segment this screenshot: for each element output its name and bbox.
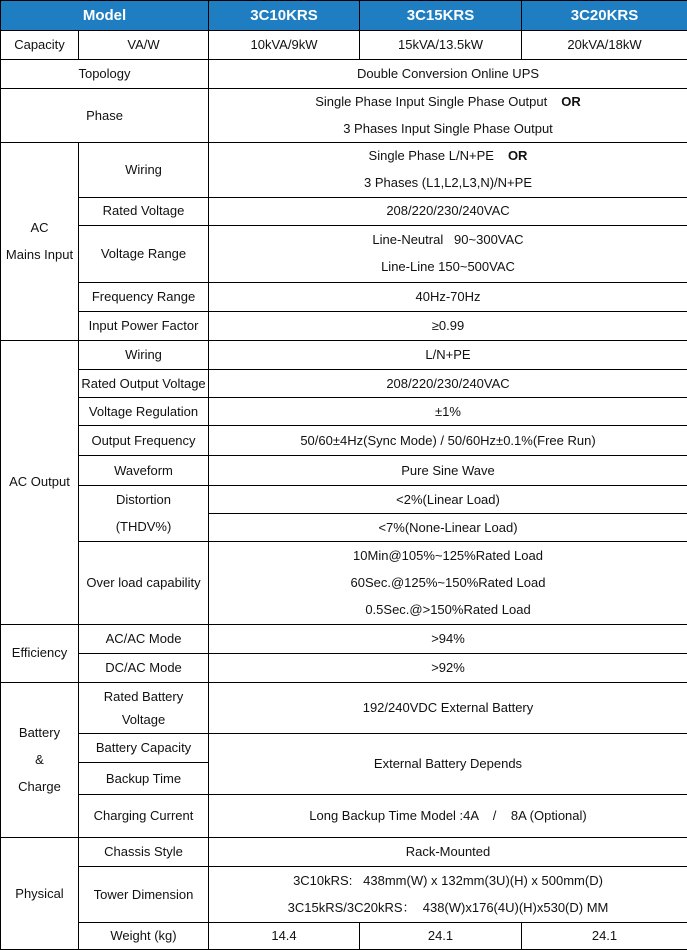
- ac-input-wiring-row: [1, 143, 687, 197]
- capacity-unit: VA/W: [79, 31, 209, 60]
- ac-input-frequency-label: Frequency Range: [79, 282, 209, 311]
- ac-input-voltage-range-label: Voltage Range: [79, 225, 209, 282]
- ac-output-waveform-label: Waveform: [79, 456, 209, 486]
- battery-capacity-backup-value: External Battery Depends: [209, 734, 687, 795]
- battery-rated-label-line2: Voltage: [121, 711, 166, 727]
- ac-output-regulation-row: [1, 398, 687, 426]
- capacity-3c20krs: 20kVA/18kW: [522, 31, 687, 60]
- ac-output-overload-line1: 10Min@105%~125%Rated Load: [353, 547, 543, 563]
- physical-weight-row: [1, 922, 687, 949]
- phase-value: [209, 89, 687, 143]
- model-3c10krs: 3C10KRS: [209, 1, 360, 31]
- ac-input-label-line2: Mains Input: [5, 247, 74, 263]
- battery-label-line2: &: [35, 752, 44, 768]
- ac-output-rated-voltage-label: Rated Output Voltage: [79, 370, 209, 398]
- physical-weight-3c20krs: 24.1: [522, 922, 687, 949]
- ac-output-wiring-row: [1, 340, 687, 369]
- phase-label: Phase: [1, 89, 209, 143]
- efficiency-acac-label: AC/AC Mode: [79, 624, 209, 653]
- ac-output-overload-value: [209, 541, 687, 624]
- physical-chassis-label: Chassis Style: [79, 838, 209, 867]
- physical-weight-label: Weight (kg): [79, 922, 209, 949]
- ac-output-frequency-label: Output Frequency: [79, 426, 209, 456]
- ac-input-rated-voltage-row: [1, 197, 687, 225]
- battery-label-line1: Battery: [18, 725, 61, 741]
- ac-output-distortion-linear: <2%(Linear Load): [209, 486, 687, 514]
- physical-chassis-value: Rack-Mounted: [209, 838, 687, 867]
- physical-weight-3c15krs: 24.1: [360, 922, 522, 949]
- ac-input-wiring-line1: Single Phase L/N+PE: [368, 148, 494, 164]
- ac-input-frequency-value: 40Hz-70Hz: [209, 282, 687, 311]
- topology-label: Topology: [1, 60, 209, 89]
- battery-rated-label: [79, 682, 209, 733]
- battery-charging-label: Charging Current: [79, 795, 209, 838]
- physical-chassis-row: [1, 838, 687, 867]
- battery-category: [1, 682, 79, 837]
- physical-dimension-label: Tower Dimension: [79, 867, 209, 922]
- ac-input-wiring-or: OR: [507, 148, 528, 164]
- efficiency-dcac-value: >92%: [209, 653, 687, 682]
- efficiency-dcac-label: DC/AC Mode: [79, 653, 209, 682]
- ac-output-overload-line3: 0.5Sec.@>150%Rated Load: [365, 601, 531, 617]
- physical-dimension-row: [1, 867, 687, 922]
- ac-input-voltage-range-row: [1, 225, 687, 282]
- header-row: [1, 1, 687, 31]
- topology-value: Double Conversion Online UPS: [209, 60, 687, 89]
- phase-or: OR: [561, 94, 581, 110]
- efficiency-dcac-row: [1, 653, 687, 682]
- ac-output-regulation-value: ±1%: [209, 398, 687, 426]
- ac-output-category: AC Output: [1, 340, 79, 624]
- phase-line2: 3 Phases Input Single Phase Output: [343, 121, 553, 137]
- battery-rated-row: [1, 682, 687, 733]
- ac-input-rated-voltage-value: 208/220/230/240VAC: [209, 197, 687, 225]
- ac-input-voltage-range-value: [209, 225, 687, 282]
- ac-input-rated-voltage-label: Rated Voltage: [79, 197, 209, 225]
- capacity-3c10krs: 10kVA/9kW: [209, 31, 360, 60]
- ac-output-rated-voltage-value: 208/220/230/240VAC: [209, 370, 687, 398]
- ac-output-waveform-value: Pure Sine Wave: [209, 456, 687, 486]
- ac-input-voltage-range-line1: Line-Neutral 90~300VAC: [372, 232, 524, 248]
- ac-output-overload-line2: 60Sec.@125%~150%Rated Load: [350, 574, 546, 590]
- ac-output-regulation-label: Voltage Regulation: [79, 398, 209, 426]
- model-3c15krs: 3C15KRS: [360, 1, 522, 31]
- physical-weight-3c10krs: 14.4: [209, 922, 360, 949]
- model-3c20krs: 3C20KRS: [522, 1, 687, 31]
- ac-output-rated-voltage-row: [1, 370, 687, 398]
- topology-row: [1, 60, 687, 89]
- ac-output-distortion-label-line1: Distortion: [116, 491, 171, 507]
- battery-backup-label: Backup Time: [79, 763, 209, 795]
- ac-input-power-factor-label: Input Power Factor: [79, 311, 209, 340]
- battery-rated-value: 192/240VDC External Battery: [209, 682, 687, 733]
- ac-input-wiring-line2: 3 Phases (L1,L2,L3,N)/N+PE: [363, 175, 532, 191]
- phase-row: [1, 89, 687, 143]
- ac-output-wiring-label: Wiring: [79, 340, 209, 369]
- ac-output-waveform-row: [1, 456, 687, 486]
- efficiency-acac-value: >94%: [209, 624, 687, 653]
- battery-charging-value: Long Backup Time Model :4A / 8A (Optional): [209, 795, 687, 838]
- ac-input-wiring-label: Wiring: [79, 143, 209, 197]
- battery-rated-label-line1: Rated Battery: [103, 688, 184, 704]
- ac-output-frequency-value: 50/60±4Hz(Sync Mode) / 50/60Hz±0.1%(Free Run): [209, 426, 687, 456]
- ac-input-label-line1: AC: [30, 220, 49, 236]
- ac-output-distortion-row: [1, 486, 687, 514]
- battery-label-line3: Charge: [18, 779, 61, 795]
- ac-output-frequency-row: [1, 426, 687, 456]
- capacity-3c15krs: 15kVA/13.5kW: [360, 31, 522, 60]
- battery-capacity-label: Battery Capacity: [79, 734, 209, 763]
- physical-dimension-line2: 3C15kRS/3C20kRS： 438(W)x176(4U)(H)x530(D) MM: [287, 900, 609, 916]
- capacity-label: Capacity: [1, 31, 79, 60]
- phase-line1: Single Phase Input Single Phase Output: [315, 94, 548, 110]
- physical-dimension-line1: 3C10kRS: 438mm(W) x 132mm(3U)(H) x 500mm(D): [293, 873, 603, 889]
- efficiency-category: Efficiency: [1, 624, 79, 682]
- ac-input-power-factor-value: ≥0.99: [209, 311, 687, 340]
- ac-output-wiring-value: L/N+PE: [209, 340, 687, 369]
- ac-output-distortion-label: [79, 486, 209, 541]
- ac-input-power-factor-row: [1, 311, 687, 340]
- capacity-row: [1, 31, 687, 60]
- battery-charging-row: [1, 795, 687, 838]
- physical-dimension-value: [209, 867, 687, 922]
- ac-output-overload-label: Over load capability: [79, 541, 209, 624]
- ac-input-wiring-value: [209, 143, 687, 197]
- ac-input-voltage-range-line2: Line-Line 150~500VAC: [381, 259, 515, 275]
- efficiency-acac-row: [1, 624, 687, 653]
- battery-capacity-row: [1, 734, 687, 763]
- physical-category: Physical: [1, 838, 79, 950]
- ac-output-distortion-label-line2: (THDV%): [115, 518, 172, 534]
- ac-input-frequency-row: [1, 282, 687, 311]
- ac-output-overload-row: [1, 541, 687, 624]
- model-header: Model: [1, 1, 209, 31]
- ac-input-category: [1, 143, 79, 341]
- ac-output-distortion-nonlinear: <7%(None-Linear Load): [209, 514, 687, 541]
